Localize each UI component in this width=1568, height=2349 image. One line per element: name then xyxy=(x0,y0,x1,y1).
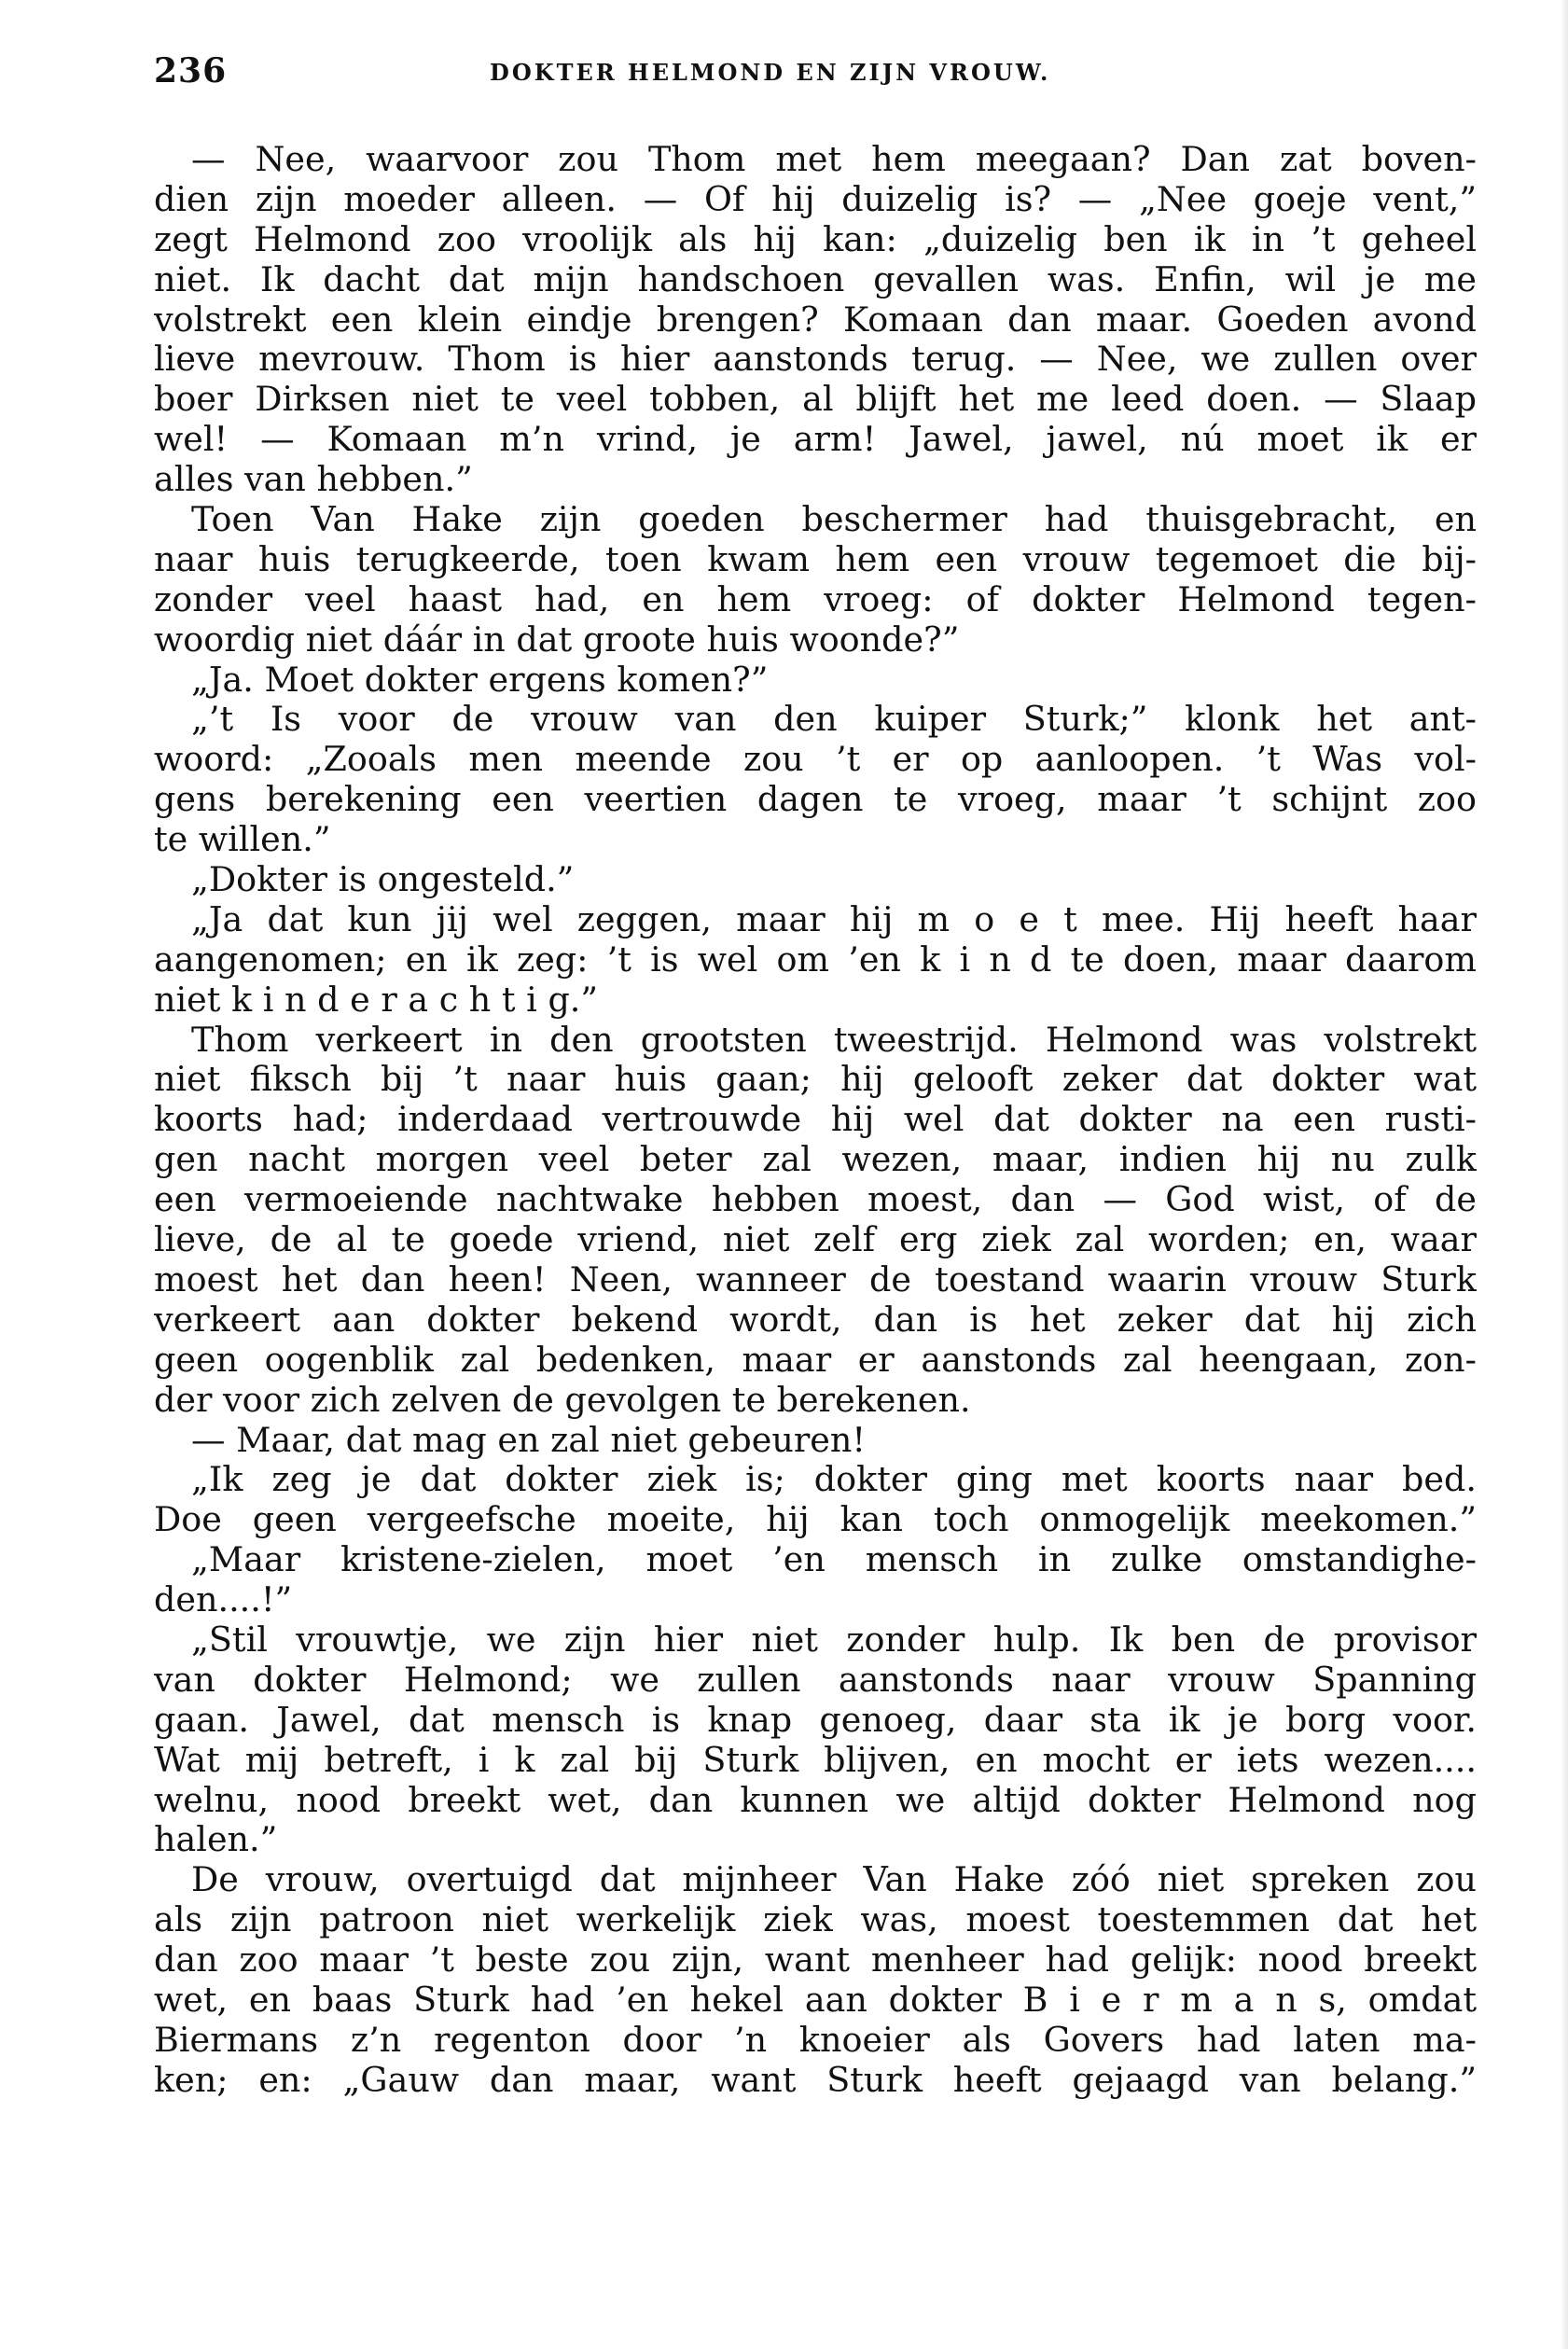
text-line: volstrekt een klein eindje brengen? Komaan dan maar. Goeden avond xyxy=(154,299,1477,340)
text-line: boer Dirksen niet te veel tobben, al blijft het me leed doen. — Slaap xyxy=(154,380,1477,420)
text-line: „Dokter is ongesteld.” xyxy=(191,860,575,900)
text-line: niet fiksch bij ’t naar huis gaan; hij gelooft zeker dat dokter wat xyxy=(154,1060,1477,1100)
text-line: alles van hebben.” xyxy=(154,460,473,500)
text-line: aangenomen; en ik zeg: ’t is wel om ’en k i n d te doen, maar daarom xyxy=(154,939,1477,980)
text-line: „Ja dat kun jij wel zeggen, maar hij m o e t mee. Hij heeft haar xyxy=(191,899,1477,939)
text-line: zegt Helmond zoo vroolijk als hij kan: „duizelig ben ik in ’t geheel xyxy=(154,219,1477,259)
text-line: wet, en baas Sturk had ’en hekel aan dokter B i e r m a n s, omdat xyxy=(154,1980,1477,2020)
text-line: ken; en: „Gauw dan maar, want Sturk heeft gejaagd van belang.” xyxy=(154,2060,1477,2100)
scan-edge-shadow xyxy=(1561,0,1568,2349)
body-text xyxy=(154,140,1477,2101)
text-line: moest het dan heen! Neen, wanneer de toestand waarin vrouw Sturk xyxy=(154,1259,1477,1300)
text-line: gen nacht morgen veel beter zal wezen, maar, indien hij nu zulk xyxy=(154,1140,1477,1180)
text-line: woord: „Zooals men meende zou ’t er op aanloopen. ’t Was vol- xyxy=(154,740,1477,780)
text-line: der voor zich zelven de gevolgen te berekenen. xyxy=(154,1380,971,1420)
text-line: — Maar, dat mag en zal niet gebeuren! xyxy=(191,1420,867,1460)
text-line: dien zijn moeder alleen. — Of hij duizelig is? — „Nee goeje vent,” xyxy=(154,179,1477,219)
text-line: Doe geen vergeefsche moeite, hij kan toch onmogelijk meekomen.” xyxy=(154,1500,1477,1540)
text-line: gens berekening een veertien dagen te vroeg, maar ’t schijnt zoo xyxy=(154,780,1477,820)
text-line: naar huis terugkeerde, toen kwam hem een vrouw tegemoet die bij- xyxy=(154,539,1477,579)
text-line: „’t Is voor de vrouw van den kuiper Sturk;” klonk het ant- xyxy=(191,700,1477,740)
text-line: verkeert aan dokter bekend wordt, dan is het zeker dat hij zich xyxy=(154,1300,1477,1340)
text-line: Thom verkeert in den grootsten tweestrijd. Helmond was volstrekt xyxy=(191,1020,1477,1060)
text-line: wel! — Komaan m’n vrind, je arm! Jawel, jawel, nú moet ik er xyxy=(154,420,1477,460)
running-title: DOKTER HELMOND EN ZIJN VROUW. xyxy=(490,59,1051,86)
text-line: koorts had; inderdaad vertrouwde hij wel dat dokter na een rusti- xyxy=(154,1100,1477,1140)
text-line: dan zoo maar ’t beste zou zijn, want menheer had gelijk: nood breekt xyxy=(154,1940,1477,1981)
text-line: welnu, nood breekt wet, dan kunnen we altijd dokter Helmond nog xyxy=(154,1780,1477,1820)
text-line: — Nee, waarvoor zou Thom met hem meegaan? Dan zat boven- xyxy=(191,140,1477,179)
text-line: den....!” xyxy=(154,1580,293,1620)
text-line: een vermoeiende nachtwake hebben moest, dan — God wist, of de xyxy=(154,1180,1477,1220)
text-line: lieve mevrouw. Thom is hier aanstonds terug. — Nee, we zullen over xyxy=(154,340,1477,380)
text-line: gaan. Jawel, dat mensch is knap genoeg, daar sta ik je borg voor. xyxy=(154,1700,1477,1740)
text-line: „Ik zeg je dat dokter ziek is; dokter ging met koorts naar bed. xyxy=(191,1460,1477,1500)
text-line: „Stil vrouwtje, we zijn hier niet zonder hulp. Ik ben de provisor xyxy=(191,1619,1477,1660)
text-line: van dokter Helmond; we zullen aanstonds naar vrouw Spanning xyxy=(154,1660,1477,1700)
page-header xyxy=(154,51,1478,107)
text-line: „Ja. Moet dokter ergens komen?” xyxy=(191,660,769,700)
text-line: geen oogenblik zal bedenken, maar er aanstonds zal heengaan, zon- xyxy=(154,1340,1477,1380)
text-line: zonder veel haast had, en hem vroeg: of dokter Helmond tegen- xyxy=(154,579,1477,619)
text-line: niet k i n d e r a c h t i g.” xyxy=(154,980,599,1020)
text-line: als zijn patroon niet werkelijk ziek was, moest toestemmen dat het xyxy=(154,1900,1477,1940)
page-number: 236 xyxy=(154,51,228,90)
text-line: halen.” xyxy=(154,1820,278,1860)
text-line: Wat mij betreft, i k zal bij Sturk blijven, en mocht er iets wezen.... xyxy=(154,1740,1477,1780)
text-line: lieve, de al te goede vriend, niet zelf erg ziek zal worden; en, waar xyxy=(154,1220,1477,1260)
text-line: „Maar kristene-zielen, moet ’en mensch in zulke omstandighe- xyxy=(191,1540,1477,1580)
text-line: Biermans z’n regenton door ’n knoeier als Govers had laten ma- xyxy=(154,2020,1477,2060)
text-line: De vrouw, overtuigd dat mijnheer Van Hake zóó niet spreken zou xyxy=(191,1860,1477,1900)
text-line: niet. Ik dacht dat mijn handschoen gevallen was. Enfin, wil je me xyxy=(154,259,1477,299)
text-line: woordig niet dáár in dat groote huis woonde?” xyxy=(154,619,960,660)
text-line: Toen Van Hake zijn goeden beschermer had thuisgebracht, en xyxy=(191,500,1477,540)
text-line: te willen.” xyxy=(154,820,331,860)
